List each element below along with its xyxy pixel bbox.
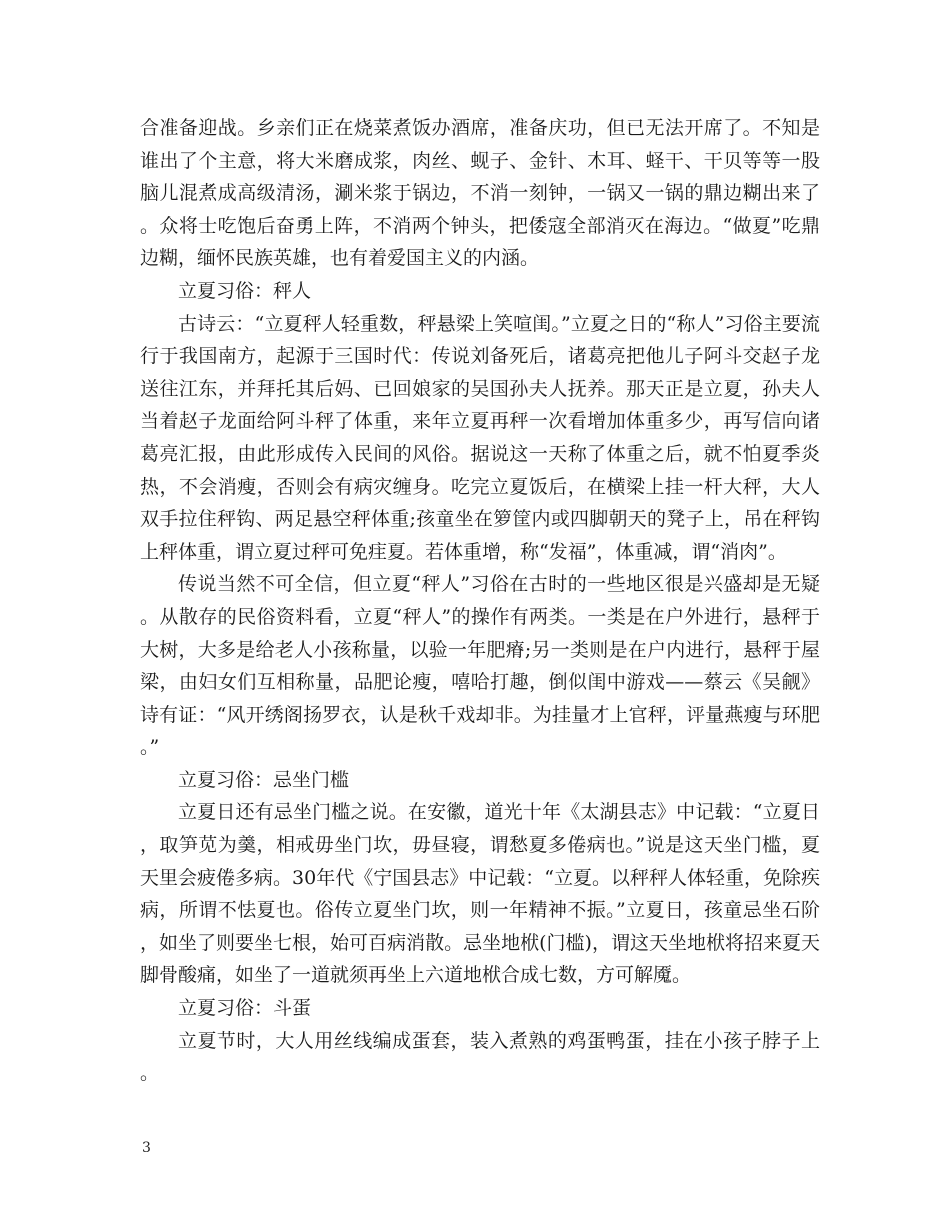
paragraph-weighing-practice: 传说当然不可全信，但立夏“秤人”习俗在古时的一些地区很是兴盛却是无疑。从散存的民俗资料看，立夏“秤人”的操作有两类。一类是在户外进行，悬秤于大树，大多是给老人小孩称量，以验一年肥瘠;另一类则是在户内进行，悬秤于屋梁，由妇女们互相称量，品肥论瘦，嘻哈打趣，倒似闺中游戏——蔡云《吴觎》诗有证：“风开绣阁扬罗衣，认是秋千戏却非。为挂量才上官秤，评量燕瘦与环肥。”: [140, 573, 820, 759]
paragraph-weighing-origin: 古诗云：“立夏秤人轻重数，秤悬梁上笑喧闺。”立夏之日的“称人”习俗主要流行于我国南方，起源于三国时代：传说刘备死后，诸葛亮把他儿子阿斗交赵子龙送往江东，并拜托其后妈、已回娘家的吴国孙夫人抚养。那天正是立夏，孙夫人当着赵子龙面给阿斗秤了体重，来年立夏再秤一次看增加体重多少，再写信向诸葛亮汇报，由此形成传入民间的风俗。据说这一天称了体重之后，就不怕夏季炎热，不会消瘦，否则会有病灾缠身。吃完立夏饭后，在横梁上挂一杆大秤，大人双手拉住秤钩、两足悬空秤体重;孩童坐在箩筐内或四脚朝天的凳子上，吊在秤钩上秤体重，谓立夏过秤可免疰夏。若体重增，称“发福”，体重减，谓“消肉”。: [140, 312, 820, 563]
section-heading-weighing: 立夏习俗：秤人: [178, 279, 312, 302]
paragraph-egg-fighting: 立夏节时，大人用丝线编成蛋套，装入煮熟的鸡蛋鸭蛋，挂在小孩子脖子上。: [140, 1029, 820, 1085]
paragraph-threshold-taboo: 立夏日还有忌坐门槛之说。在安徽，道光十年《太湖县志》中记载：“立夏日，取笋苋为羹，相戒毋坐门坎，毋昼寝，谓愁夏多倦病也。”说是这天坐门槛，夏天里会疲倦多病。30年代《宁国县志》中记载：“立夏。以秤秤人体轻重，免除疾病，所谓不怯夏也。俗传立夏坐门坎，则一年精神不振。”立夏日，孩童忌坐石阶，如坐了则要坐七根，始可百病消散。忌坐地栿(门槛)，谓这天坐地栿将招来夏天脚骨酸痛，如坐了一道就须再坐上六道地栿合成七数，方可解魇。: [140, 801, 820, 987]
document-body: [140, 112, 820, 1090]
page-number: 3: [142, 1140, 151, 1156]
paragraph-continuation: 合准备迎战。乡亲们正在烧菜煮饭办酒席，准备庆功，但已无法开席了。不知是谁出了个主意，将大米磨成浆，肉丝、蚬子、金针、木耳、蛏干、干贝等等一股脑儿混煮成高级清汤，涮米浆于锅边，不消一刻钟，一锅又一锅的鼎边糊出来了。众将士吃饱后奋勇上阵，不消两个钟头，把倭寇全部消灭在海边。“做夏”吃鼎边糊，缅怀民族英雄，也有着爱国主义的内涵。: [140, 117, 820, 270]
section-heading-threshold: 立夏习俗：忌坐门槛: [178, 768, 350, 791]
section-heading-egg-fighting: 立夏习俗：斗蛋: [178, 997, 312, 1020]
